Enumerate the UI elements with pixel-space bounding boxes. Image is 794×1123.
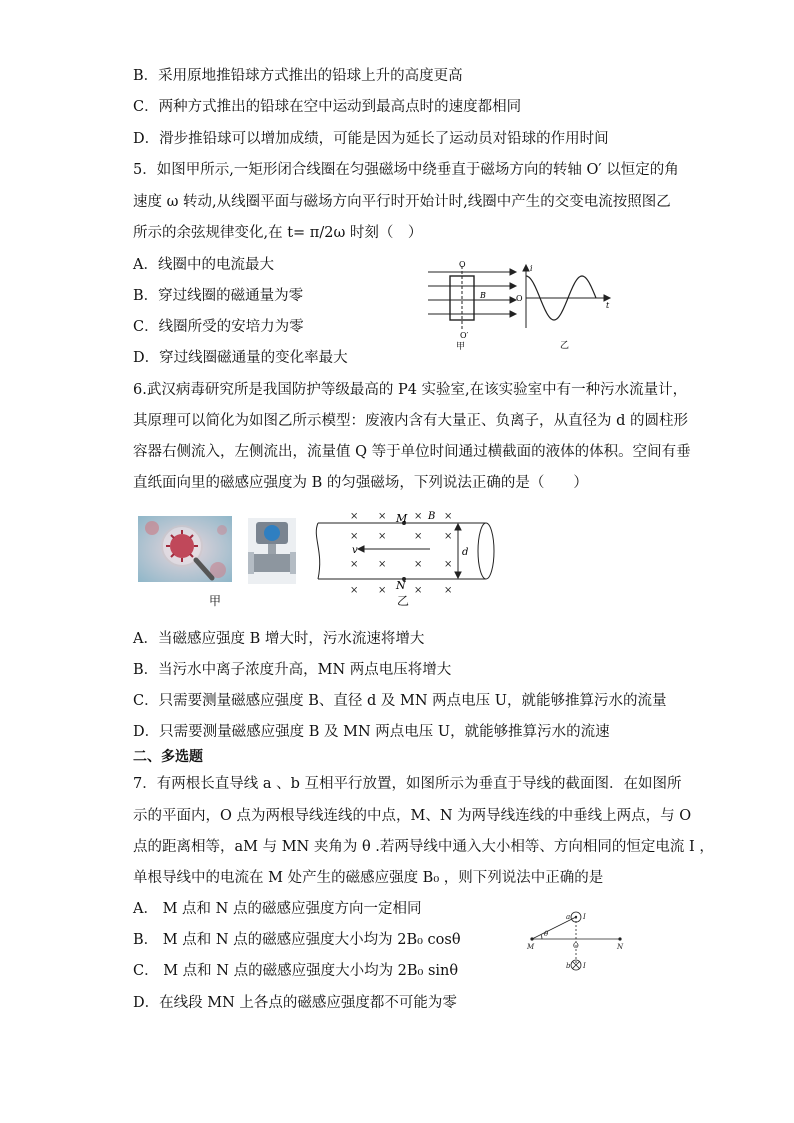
q7-stem-line1: 7．有两根长直导线 a 、b 互相平行放置，如图所示为垂直于导线的截面图．在如图所 bbox=[133, 776, 682, 792]
jia-o-bottom-label: O′ bbox=[460, 331, 469, 340]
q5-stem-line1: 5．如图甲所示,一矩形闭合线圈在匀强磁场中绕垂直于磁场方向的转轴 O′ 以恒定的角 bbox=[133, 162, 679, 178]
q7-stem-line4: 单根导线中的电流在 M 处产生的磁感应强度 B₀ ，则下列说法中正确的是 bbox=[133, 870, 604, 886]
diameter-d-label: d bbox=[462, 547, 469, 558]
virus-photo bbox=[138, 516, 232, 582]
q7-option-d: D．在线段 MN 上各点的磁感应强度都不可能为零 bbox=[133, 995, 457, 1011]
field-b-label: B bbox=[428, 511, 436, 522]
q5-figure-jia bbox=[422, 258, 518, 350]
point-m-label: M bbox=[527, 943, 535, 951]
flowmeter-photo bbox=[248, 518, 296, 584]
yi-i-label: i bbox=[530, 264, 533, 273]
section-heading: 二、多选题 bbox=[133, 749, 203, 765]
q7-stem-line2: 示的平面内，O 点为两根导线连线的中点，M、N 为两导线连线的中垂线上两点，与 O bbox=[133, 808, 692, 824]
yi-t-label: t bbox=[606, 301, 610, 310]
q7-option-c: C． M 点和 N 点的磁感应强度大小均为 2B₀ sinθ bbox=[133, 963, 459, 979]
point-n-label: N bbox=[617, 943, 624, 951]
wire-a-label: a bbox=[566, 913, 571, 921]
point-n-label: N bbox=[396, 579, 406, 592]
velocity-v-label: v bbox=[352, 545, 358, 556]
q5-option-b: B．穿过线圈的磁通量为零 bbox=[133, 288, 304, 304]
q5-option-a: A．线圈中的电流最大 bbox=[133, 257, 274, 273]
cross-mark: × bbox=[444, 511, 453, 522]
q5-stem-line3: 所示的余弦规律变化,在 t= π/2ω 时刻（ ） bbox=[133, 225, 423, 241]
q5-option-c: C．线圈所受的安培力为零 bbox=[133, 319, 304, 335]
q6-option-c: C．只需要测量磁感应强度 B、直径 d 及 MN 两点电压 U，就能够推算污水的流量 bbox=[133, 693, 667, 709]
angle-theta-label: θ bbox=[544, 930, 549, 938]
cross-mark: × bbox=[378, 511, 387, 522]
q5-stem-line2: 速度 ω 转动,从线圈平面与磁场方向平行时开始计时,线圈中产生的交变电流按照图乙 bbox=[133, 194, 671, 210]
prev-option-b: B．采用原地推铅球方式推出的铅球上升的高度更高 bbox=[133, 68, 463, 84]
jia-b-label: B bbox=[480, 291, 486, 300]
q7-figure bbox=[520, 905, 632, 981]
q7-option-b: B． M 点和 N 点的磁感应强度大小均为 2B₀ cosθ bbox=[133, 932, 461, 948]
q7-option-a: A． M 点和 N 点的磁感应强度方向一定相同 bbox=[133, 901, 422, 917]
jia-o-top-label: O bbox=[459, 260, 466, 269]
cross-mark: × bbox=[414, 511, 423, 522]
cross-mark: × bbox=[414, 559, 423, 570]
q6-figure-yi bbox=[310, 505, 500, 605]
q6-option-b: B．当污水中离子浓度升高，MN 两点电压将增大 bbox=[133, 662, 452, 678]
wire-a-current-label: I bbox=[583, 913, 586, 921]
cross-mark: × bbox=[444, 559, 453, 570]
yi-o-label: O bbox=[516, 294, 523, 303]
q6-stem-line3: 容器右侧流入，左侧流出，流量值 Q 等于单位时间通过横截面的液体的体积。空间有垂 bbox=[133, 444, 691, 460]
cross-mark: × bbox=[378, 559, 387, 570]
cross-mark: × bbox=[350, 559, 359, 570]
cross-mark: × bbox=[378, 531, 387, 542]
q7-stem-line3: 点的距离相等，aM 与 MN 夹角为 θ .若两导线中通入大小相等、方向相同的恒定电流 I ， bbox=[133, 839, 714, 855]
cross-mark: × bbox=[350, 531, 359, 542]
jia-caption: 甲 bbox=[456, 342, 466, 350]
cross-mark: × bbox=[378, 585, 387, 596]
prev-option-d: D．滑步推铅球可以增加成绩，可能是因为延长了运动员对铅球的作用时间 bbox=[133, 131, 609, 147]
q6-stem-line2: 其原理可以简化为如图乙所示模型：废液内含有大量正、负离子，从直径为 d 的圆柱形 bbox=[133, 413, 688, 429]
cross-mark: × bbox=[414, 531, 423, 542]
q6-caption-jia: 甲 bbox=[209, 594, 222, 608]
point-o-label: O bbox=[573, 942, 579, 950]
q6-caption-yi: 乙 bbox=[397, 594, 410, 608]
q5-option-d: D．穿过线圈磁通量的变化率最大 bbox=[133, 350, 348, 366]
wire-b-current-label: I bbox=[583, 962, 586, 970]
q6-stem-line4: 直纸面向里的磁感应强度为 B 的匀强磁场，下列说法正确的是（ ） bbox=[133, 475, 588, 491]
prev-option-c: C．两种方式推出的铅球在空中运动到最高点时的速度都相同 bbox=[133, 99, 522, 115]
cross-mark: × bbox=[444, 585, 453, 596]
cross-mark: × bbox=[444, 531, 453, 542]
cross-mark: × bbox=[350, 511, 359, 522]
q6-option-d: D．只需要测量磁感应强度 B 及 MN 两点电压 U，就能够推算污水的流速 bbox=[133, 724, 610, 740]
point-m-label: M bbox=[396, 512, 408, 525]
yi-caption: 乙 bbox=[560, 341, 570, 350]
cross-mark: × bbox=[350, 585, 359, 596]
q6-option-a: A．当磁感应强度 B 增大时，污水流速将增大 bbox=[133, 631, 425, 647]
q5-figure-yi bbox=[512, 262, 616, 350]
cross-mark: × bbox=[414, 585, 423, 596]
wire-b-label: b bbox=[566, 962, 571, 970]
q6-stem-line1: 6.武汉病毒研究所是我国防护等级最高的 P4 实验室,在该实验室中有一种污水流量计， bbox=[133, 382, 688, 398]
